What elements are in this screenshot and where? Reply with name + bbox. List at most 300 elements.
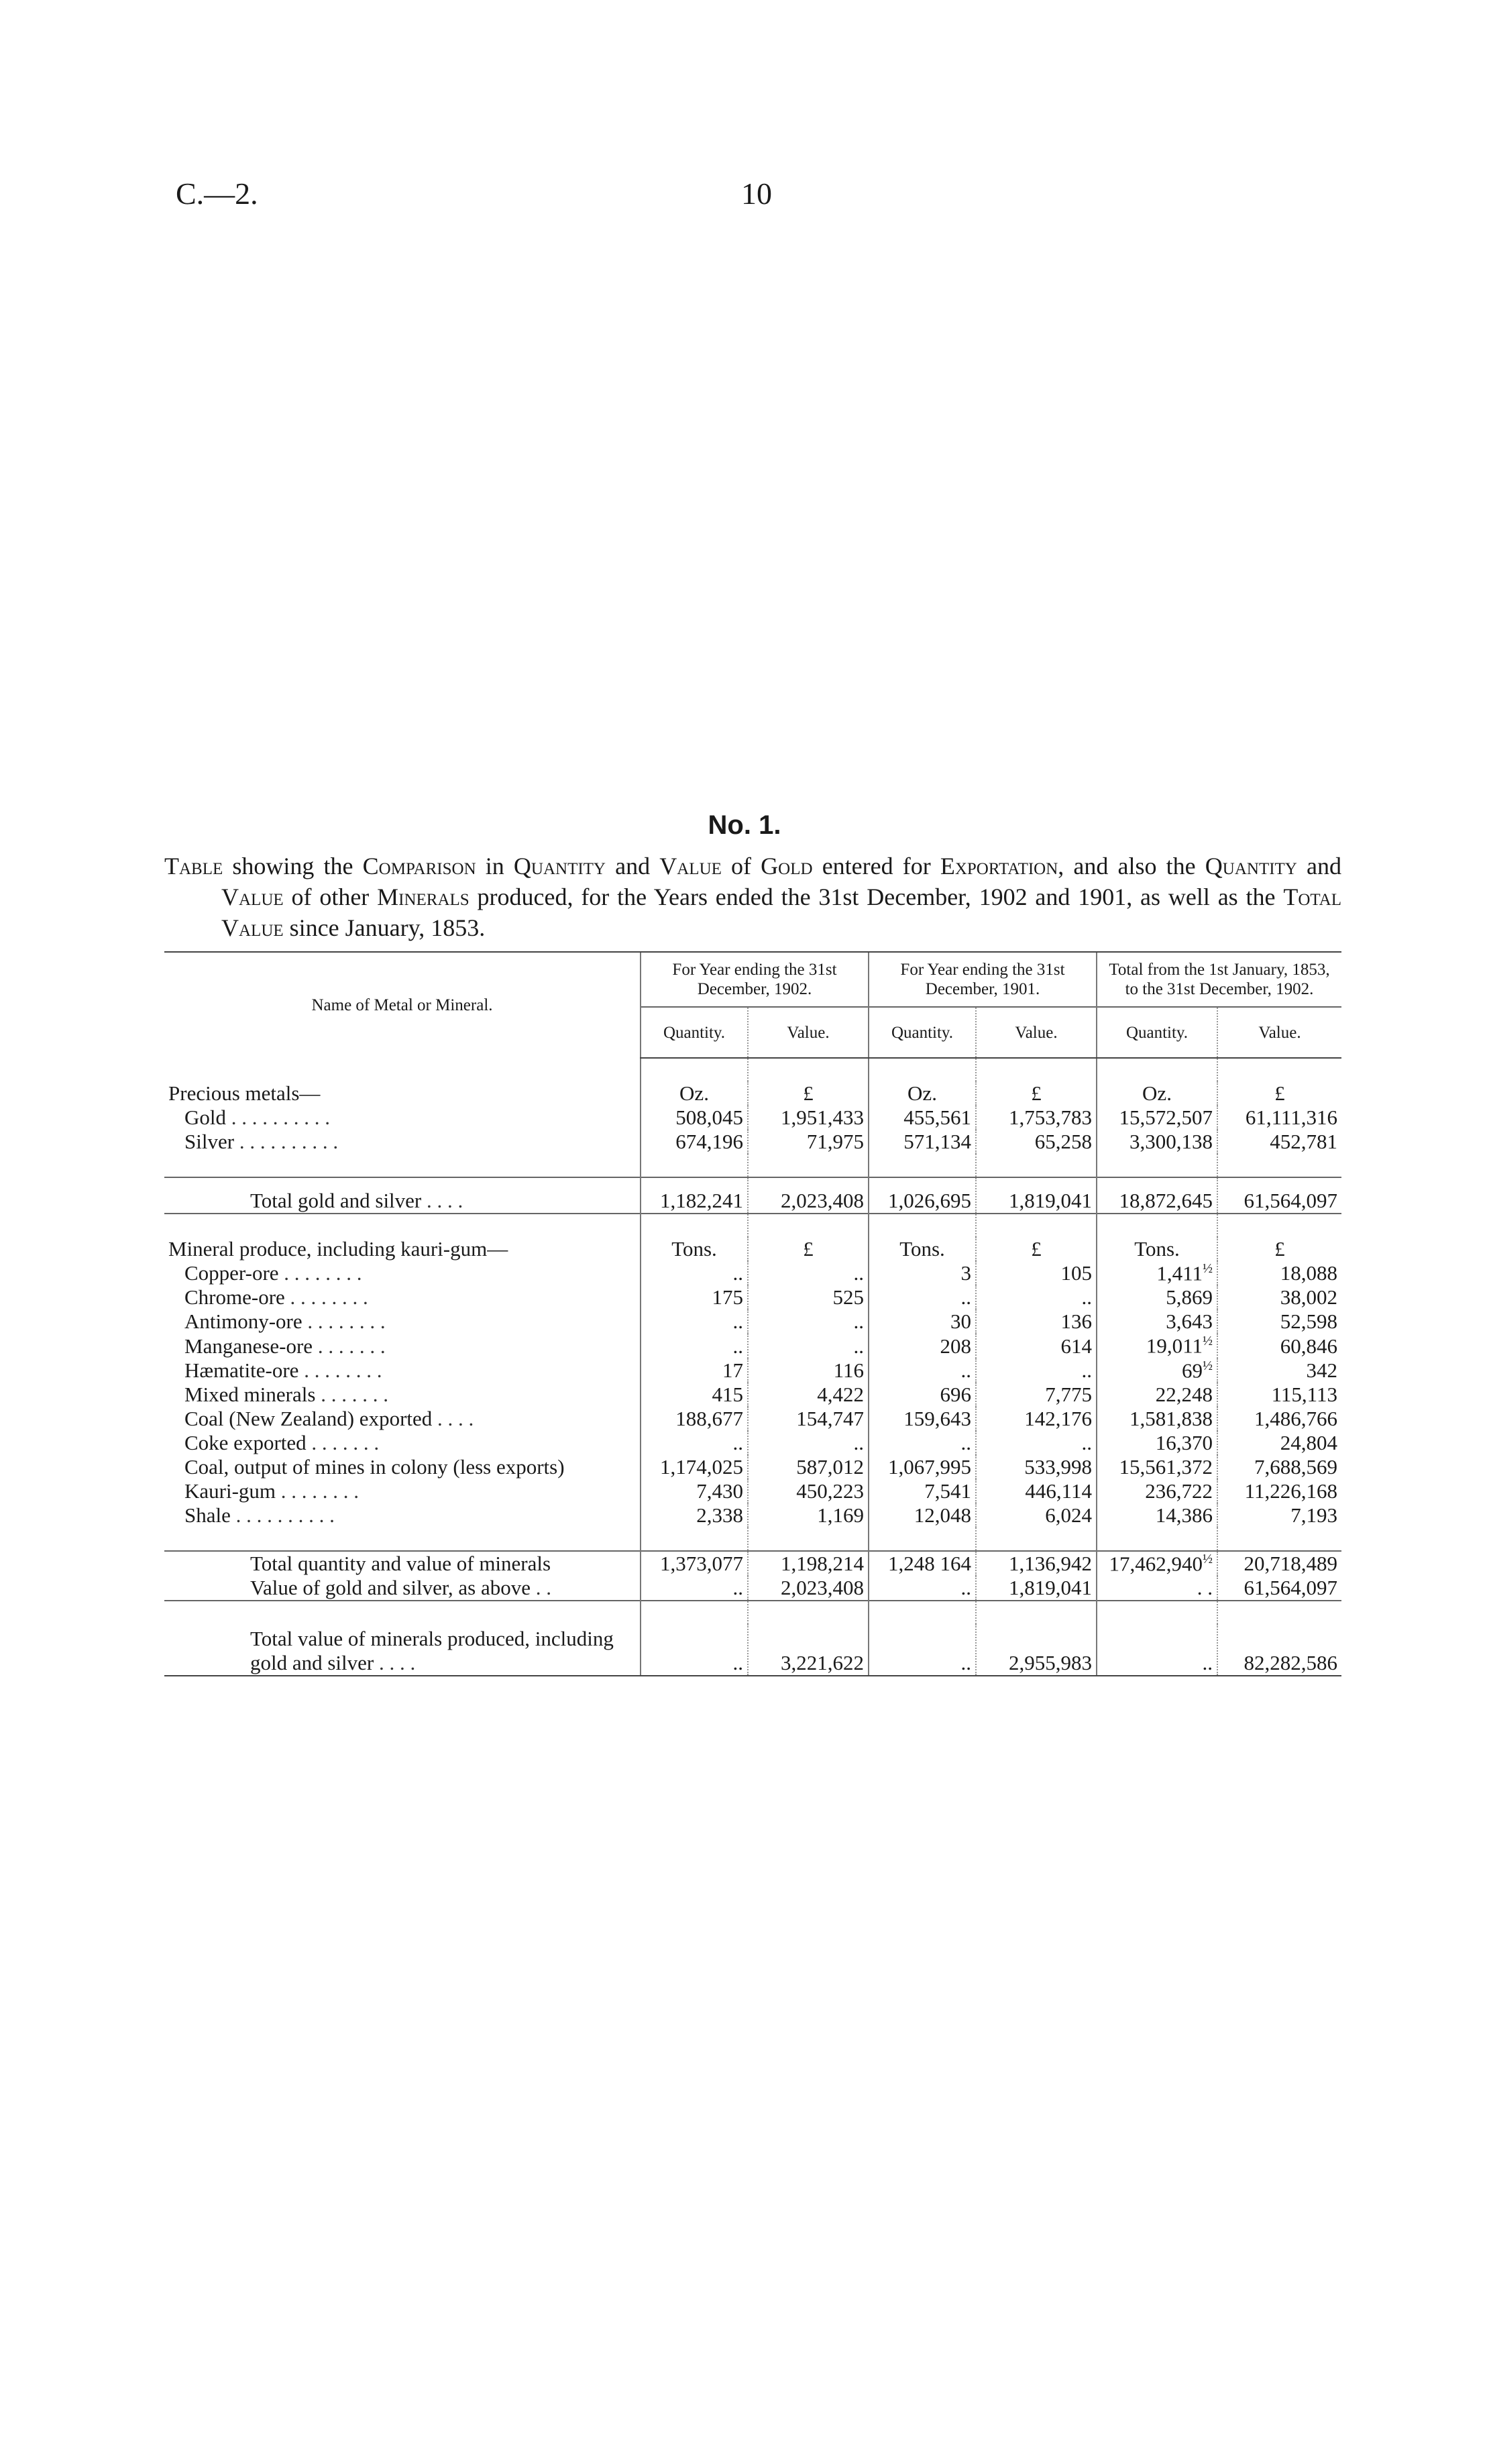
cell-value-text: 14,386 (1155, 1503, 1213, 1527)
header-period-1902: For Year ending the 31st December, 1902. (641, 952, 869, 1007)
cell-value-text: . . (1197, 1576, 1213, 1600)
cell-value-text: 1,411 (1156, 1261, 1203, 1285)
leader-dots: . . . . . . . . (307, 1309, 386, 1334)
caption-word: Quantity (1205, 853, 1297, 879)
cell-quantity-total: 15,572,507 (1097, 1106, 1217, 1130)
row-name: Copper-ore (184, 1261, 279, 1285)
cell-value-text: 15,561,372 (1119, 1454, 1213, 1479)
cell-value-text: .. (853, 1334, 864, 1358)
cell-value-text: 208 (940, 1334, 971, 1358)
cell-value-text: 12,048 (914, 1503, 971, 1527)
row-label (164, 1261, 641, 1285)
caption-text: and (606, 853, 660, 879)
leader-dots: . . (535, 1576, 552, 1600)
cell-value-1902: 1,951,433 (748, 1106, 869, 1130)
cell-quantity-total (1097, 1576, 1217, 1601)
cell-quantity-1902 (641, 1383, 748, 1407)
cell-value-text: 61,564,097 (1244, 1576, 1338, 1600)
leader-dots: . . . . . . . . (304, 1358, 382, 1382)
caption-word: Total Value (221, 883, 1341, 941)
unit-cell: £ (748, 1081, 869, 1106)
row-name: Total gold and silver (250, 1189, 422, 1212)
cell-value-total (1217, 1455, 1341, 1479)
cell-value-1902 (748, 1479, 869, 1503)
cell-quantity-1902: 1,182,241 (641, 1177, 748, 1214)
cell-value-1902 (748, 1503, 869, 1528)
caption-word: Value (659, 853, 722, 879)
section-title-row (164, 1237, 1341, 1261)
table-row (164, 1309, 1341, 1334)
cell-value-text: 525 (832, 1285, 864, 1309)
cell-value-1902 (748, 1624, 869, 1676)
row-label (164, 1106, 641, 1130)
table-row (164, 1383, 1341, 1407)
cell-value-1901 (976, 1407, 1097, 1431)
cell-value-text: 17,462,940 (1109, 1552, 1203, 1576)
cell-value-text: 3 (960, 1261, 971, 1285)
cell-value-1902 (748, 1431, 869, 1455)
row-name: Shale (184, 1503, 231, 1527)
row-label (164, 1455, 641, 1479)
cell-quantity-1901 (869, 1285, 976, 1309)
cell-value-text: 7,688,569 (1254, 1454, 1338, 1479)
cell-quantity-1901 (869, 1358, 976, 1383)
leader-dots: . . . . . . . . . . (231, 1106, 330, 1129)
leader-dots: . . . . . . . . (284, 1261, 362, 1285)
cell-value-text: 533,998 (1024, 1454, 1092, 1479)
cell-value-text: 587,012 (796, 1454, 864, 1479)
cell-quantity-total (1097, 1624, 1217, 1676)
table-row (164, 1576, 1341, 1601)
cell-value-text: 7,430 (696, 1479, 743, 1503)
cell-value-text: 696 (940, 1382, 971, 1406)
row-name: Coke exported (184, 1430, 307, 1454)
unit-cell: £ (976, 1081, 1097, 1106)
cell-quantity-1901 (869, 1576, 976, 1601)
cell-value-total: 452,781 (1217, 1130, 1341, 1154)
cell-value-text: 1,169 (817, 1503, 864, 1527)
cell-quantity-total (1097, 1455, 1217, 1479)
row-label (164, 1130, 641, 1154)
cell-value-text: 69 (1182, 1358, 1203, 1382)
table-row (164, 1334, 1341, 1358)
cell-value-text: 116 (833, 1358, 864, 1382)
cell-quantity-1902 (641, 1503, 748, 1528)
leader-dots: . . . . . . . (311, 1430, 380, 1454)
cell-value-total (1217, 1479, 1341, 1503)
cell-value-1901 (976, 1503, 1097, 1528)
cell-quantity-1901 (869, 1261, 976, 1285)
table-number: No. 1. (708, 810, 781, 840)
leader-dots: . . . . . . . . . . (235, 1503, 335, 1527)
row-label (164, 1576, 641, 1601)
cell-quantity-1902 (641, 1285, 748, 1309)
cell-value-1902 (748, 1358, 869, 1383)
row-label (164, 1624, 641, 1676)
cell-value-1902 (748, 1407, 869, 1431)
unit-cell: Tons. (641, 1237, 748, 1261)
cell-value-1901 (976, 1261, 1097, 1285)
cell-value-text: 24,804 (1280, 1430, 1338, 1454)
table-row (164, 1358, 1341, 1383)
caption-text: and (1297, 853, 1341, 879)
cell-value-text: .. (732, 1261, 743, 1285)
cell-value-1901 (976, 1309, 1097, 1334)
row-name: Kauri-gum (184, 1479, 276, 1503)
cell-quantity-1902 (641, 1479, 748, 1503)
fraction-mark: ½ (1203, 1551, 1213, 1566)
cell-value-text: 18,088 (1280, 1261, 1338, 1285)
caption-text: of (721, 853, 761, 879)
cell-value-text: 11,226,168 (1244, 1479, 1338, 1503)
header-name: Name of Metal or Mineral. (164, 952, 641, 1058)
table-row (164, 1130, 1341, 1154)
header-value-total: Value. (1217, 1007, 1341, 1058)
cell-quantity-1901: 455,561 (869, 1106, 976, 1130)
cell-quantity-1902 (641, 1407, 748, 1431)
row-name: Gold (184, 1106, 226, 1129)
cell-value-text: 236,722 (1145, 1479, 1213, 1503)
table-row (164, 1431, 1341, 1455)
header-quantity-1902: Quantity. (641, 1007, 748, 1058)
cell-value-1901 (976, 1285, 1097, 1309)
row-label (164, 1407, 641, 1431)
cell-value-1902 (748, 1383, 869, 1407)
row-name: Value of gold and silver, as above (250, 1576, 531, 1600)
unit-cell: £ (1217, 1081, 1341, 1106)
cell-value-text: 52,598 (1280, 1309, 1338, 1334)
cell-value-text: 19,011 (1146, 1334, 1203, 1358)
caption-word: Exportation (940, 853, 1058, 879)
cell-quantity-1902: 674,196 (641, 1130, 748, 1154)
cell-value-1902 (748, 1551, 869, 1576)
header-quantity-total: Quantity. (1097, 1007, 1217, 1058)
row-name: Hæmatite-ore (184, 1358, 299, 1382)
cell-quantity-total (1097, 1309, 1217, 1334)
caption-word: Minerals (377, 883, 470, 910)
cell-quantity-1901 (869, 1407, 976, 1431)
row-label (164, 1334, 641, 1358)
table-caption (164, 851, 1341, 943)
cell-quantity-1902 (641, 1309, 748, 1334)
cell-value-text: 4,422 (817, 1382, 864, 1406)
cell-value-1901 (976, 1551, 1097, 1576)
row-label (164, 1551, 641, 1576)
cell-value-text: .. (853, 1261, 864, 1285)
row-name: Total quantity and value of minerals (250, 1552, 551, 1576)
caption-text: since January, 1853. (283, 914, 486, 941)
cell-value-text: 7,541 (924, 1479, 971, 1503)
cell-quantity-total (1097, 1407, 1217, 1431)
cell-value-text: 1,581,838 (1129, 1406, 1213, 1430)
cell-quantity-total (1097, 1479, 1217, 1503)
total-row (164, 1551, 1341, 1576)
cell-value-text: 7,193 (1290, 1503, 1338, 1527)
unit-cell: Tons. (1097, 1237, 1217, 1261)
section-title-minerals: Mineral produce, including kauri-gum— (168, 1237, 508, 1261)
cell-value-1901: 1,753,783 (976, 1106, 1097, 1130)
cell-quantity-total: 18,872,645 (1097, 1177, 1217, 1214)
cell-quantity-total (1097, 1551, 1217, 1576)
cell-quantity-1902: 508,045 (641, 1106, 748, 1130)
table-row (164, 1479, 1341, 1503)
cell-quantity-1901: 571,134 (869, 1130, 976, 1154)
leader-dots: . . . . . . . . (280, 1479, 360, 1503)
cell-value-text: .. (732, 1651, 743, 1675)
cell-quantity-1902 (641, 1455, 748, 1479)
cell-quantity-total (1097, 1431, 1217, 1455)
cell-value-text: .. (1081, 1285, 1092, 1309)
unit-cell: £ (976, 1237, 1097, 1261)
cell-value-text: 82,282,586 (1244, 1651, 1338, 1675)
caption-text: in (476, 853, 514, 879)
caption-word: Gold (761, 853, 813, 879)
cell-value-text: 17 (722, 1358, 743, 1382)
row-name: Mixed minerals (184, 1382, 316, 1406)
table-row (164, 1261, 1341, 1285)
cell-value-1902 (748, 1261, 869, 1285)
cell-value-text: .. (960, 1651, 971, 1675)
cell-value-text: 3,643 (1166, 1309, 1213, 1334)
cell-value-text: 38,002 (1280, 1285, 1338, 1309)
cell-quantity-1902 (641, 1576, 748, 1601)
cell-value-text: .. (960, 1576, 971, 1600)
cell-quantity-1901 (869, 1309, 976, 1334)
cell-quantity-1902 (641, 1624, 748, 1676)
row-label (164, 1479, 641, 1503)
row-label (164, 1383, 641, 1407)
row-label (164, 1285, 641, 1309)
caption-text: entered for (812, 853, 940, 879)
cell-value-text: .. (853, 1430, 864, 1454)
row-name: Antimony-ore (184, 1309, 302, 1334)
row-name: Manganese-ore (184, 1334, 313, 1358)
cell-value-text: 1,067,995 (888, 1454, 971, 1479)
cell-quantity-1902 (641, 1261, 748, 1285)
cell-value-text: 115,113 (1271, 1382, 1338, 1406)
cell-value-total (1217, 1431, 1341, 1455)
row-name: Silver (184, 1130, 235, 1153)
leader-dots: . . . . . . . . . . (239, 1130, 339, 1153)
cell-value-text: 1,486,766 (1254, 1406, 1338, 1430)
cell-value-text: 105 (1060, 1261, 1092, 1285)
cell-value-text: .. (732, 1576, 743, 1600)
cell-value-text: 142,176 (1024, 1406, 1092, 1430)
cell-quantity-1901 (869, 1479, 976, 1503)
cell-value-text: 1,198,214 (781, 1552, 864, 1576)
cell-value-text: .. (732, 1334, 743, 1358)
cell-quantity-1901: 1,026,695 (869, 1177, 976, 1214)
cell-value-total (1217, 1334, 1341, 1358)
cell-quantity-1901 (869, 1334, 976, 1358)
cell-value-text: 6,024 (1045, 1503, 1092, 1527)
total-row (164, 1177, 1341, 1214)
cell-quantity-total (1097, 1261, 1217, 1285)
cell-value-text: 20,718,489 (1244, 1552, 1338, 1576)
unit-cell: £ (748, 1237, 869, 1261)
caption-word: Table (164, 853, 223, 879)
cell-value-text: 415 (712, 1382, 743, 1406)
cell-quantity-1902 (641, 1358, 748, 1383)
cell-quantity-1901 (869, 1624, 976, 1676)
cell-value-1901 (976, 1576, 1097, 1601)
fraction-mark: ½ (1203, 1334, 1213, 1349)
table-row (164, 1106, 1341, 1130)
cell-value-1901 (976, 1334, 1097, 1358)
cell-value-text: 1,373,077 (660, 1552, 743, 1576)
cell-value-1902 (748, 1285, 869, 1309)
cell-value-text: .. (853, 1309, 864, 1334)
row-label (164, 1309, 641, 1334)
cell-value-text: 2,023,408 (781, 1576, 864, 1600)
unit-cell: £ (1217, 1237, 1341, 1261)
cell-value-text: 2,955,983 (1009, 1651, 1092, 1675)
cell-value-text: .. (960, 1285, 971, 1309)
cell-value-total: 61,564,097 (1217, 1177, 1341, 1214)
cell-value-1901 (976, 1479, 1097, 1503)
row-label (164, 1177, 641, 1214)
cell-value-total (1217, 1503, 1341, 1528)
cell-value-total (1217, 1309, 1341, 1334)
cell-value-1902 (748, 1334, 869, 1358)
cell-value-total (1217, 1261, 1341, 1285)
caption-word: Value (221, 883, 284, 910)
cell-value-1901 (976, 1431, 1097, 1455)
cell-value-text: .. (1081, 1430, 1092, 1454)
cell-value-1901 (976, 1383, 1097, 1407)
cell-value-1902: 71,975 (748, 1130, 869, 1154)
cell-value-text: 175 (712, 1285, 743, 1309)
leader-dots: . . . . (379, 1651, 416, 1675)
cell-value-text: 446,114 (1025, 1479, 1092, 1503)
row-label (164, 1431, 641, 1455)
cell-value-1901 (976, 1358, 1097, 1383)
table-row (164, 1285, 1341, 1309)
section-title-precious: Precious metals— (168, 1081, 321, 1105)
page-header-document-code: C.—2. (176, 176, 258, 211)
cell-value-text: 450,223 (796, 1479, 864, 1503)
cell-value-text: 30 (950, 1309, 971, 1334)
header-value-1902: Value. (748, 1007, 869, 1058)
row-name: Chrome-ore (184, 1285, 285, 1309)
fraction-mark: ½ (1203, 1358, 1213, 1373)
cell-value-text: .. (732, 1430, 743, 1454)
cell-quantity-total (1097, 1358, 1217, 1383)
cell-quantity-total: 3,300,138 (1097, 1130, 1217, 1154)
header-row-periods (164, 952, 1341, 1007)
spacer-row (164, 1601, 1341, 1624)
row-name: Coal, output of mines in colony (less exports) (184, 1454, 565, 1479)
caption-word: Comparison (362, 853, 476, 879)
cell-value-total (1217, 1383, 1341, 1407)
cell-value-text: 154,747 (796, 1406, 864, 1430)
cell-value-text: 60,846 (1280, 1334, 1338, 1358)
caption-text: produced, for the Years ended the 31st December, 1902 and 1901, as well as the (469, 883, 1284, 910)
leader-dots: . . . . (437, 1406, 474, 1430)
caption-word: Quantity (513, 853, 606, 879)
page-number: 10 (741, 176, 772, 211)
cell-quantity-1901 (869, 1455, 976, 1479)
row-name: Coal (New Zealand) exported (184, 1406, 433, 1430)
cell-quantity-1901 (869, 1551, 976, 1576)
leader-dots: . . . . (427, 1189, 463, 1212)
cell-value-text: 5,869 (1166, 1285, 1213, 1309)
header-period-1901: For Year ending the 31st December, 1901. (869, 952, 1097, 1007)
cell-quantity-1902 (641, 1431, 748, 1455)
section-title-row (164, 1081, 1341, 1106)
cell-value-text: 2,338 (696, 1503, 743, 1527)
cell-value-text: 1,819,041 (1009, 1576, 1092, 1600)
caption-text: , and also the (1058, 853, 1205, 879)
cell-value-total (1217, 1407, 1341, 1431)
cell-value-1902 (748, 1309, 869, 1334)
cell-value-text: .. (1081, 1358, 1092, 1382)
cell-value-text: 159,643 (903, 1406, 971, 1430)
row-name: Total value of minerals produced, including gold and silver (250, 1627, 614, 1675)
header-value-1901: Value. (976, 1007, 1097, 1058)
cell-quantity-1902 (641, 1551, 748, 1576)
cell-value-text: 22,248 (1155, 1382, 1213, 1406)
cell-value-text: 614 (1060, 1334, 1092, 1358)
row-label (164, 1503, 641, 1528)
spacer-row (164, 1058, 1341, 1081)
table-row (164, 1503, 1341, 1528)
cell-value-text: 1,248 164 (888, 1552, 971, 1576)
cell-value-total (1217, 1551, 1341, 1576)
cell-value-text: 136 (1060, 1309, 1092, 1334)
cell-value-1901: 1,819,041 (976, 1177, 1097, 1214)
cell-quantity-total (1097, 1503, 1217, 1528)
cell-value-text: .. (960, 1430, 971, 1454)
fraction-mark: ½ (1203, 1261, 1213, 1276)
cell-value-total (1217, 1358, 1341, 1383)
cell-quantity-total (1097, 1334, 1217, 1358)
cell-value-text: 1,174,025 (660, 1454, 743, 1479)
caption-text: of other (283, 883, 378, 910)
table-row (164, 1407, 1341, 1431)
cell-value-text: .. (732, 1309, 743, 1334)
spacer-row (164, 1528, 1341, 1551)
cell-quantity-1901 (869, 1503, 976, 1528)
spacer-row (164, 1154, 1341, 1177)
spacer-row (164, 1214, 1341, 1237)
unit-cell: Oz. (641, 1081, 748, 1106)
cell-value-text: 1,136,942 (1009, 1552, 1092, 1576)
cell-value-1901 (976, 1624, 1097, 1676)
cell-quantity-total (1097, 1383, 1217, 1407)
cell-value-1902 (748, 1455, 869, 1479)
cell-quantity-total (1097, 1285, 1217, 1309)
cell-value-1901: 65,258 (976, 1130, 1097, 1154)
caption-text: showing the (223, 853, 363, 879)
cell-value-total (1217, 1624, 1341, 1676)
table-row (164, 1455, 1341, 1479)
grand-total-row (164, 1624, 1341, 1676)
header-quantity-1901: Quantity. (869, 1007, 976, 1058)
cell-value-text: 7,775 (1045, 1382, 1092, 1406)
cell-value-1901 (976, 1455, 1097, 1479)
cell-value-text: 188,677 (675, 1406, 743, 1430)
cell-value-text: 16,370 (1155, 1430, 1213, 1454)
cell-quantity-1902 (641, 1334, 748, 1358)
cell-value-text: 342 (1306, 1358, 1338, 1382)
cell-quantity-1901 (869, 1431, 976, 1455)
header-period-total: Total from the 1st January, 1853, to the 31st December, 1902. (1097, 952, 1341, 1007)
unit-cell: Oz. (869, 1081, 976, 1106)
minerals-comparison-table (164, 951, 1341, 1676)
unit-cell: Oz. (1097, 1081, 1217, 1106)
cell-value-text: .. (1202, 1651, 1213, 1675)
